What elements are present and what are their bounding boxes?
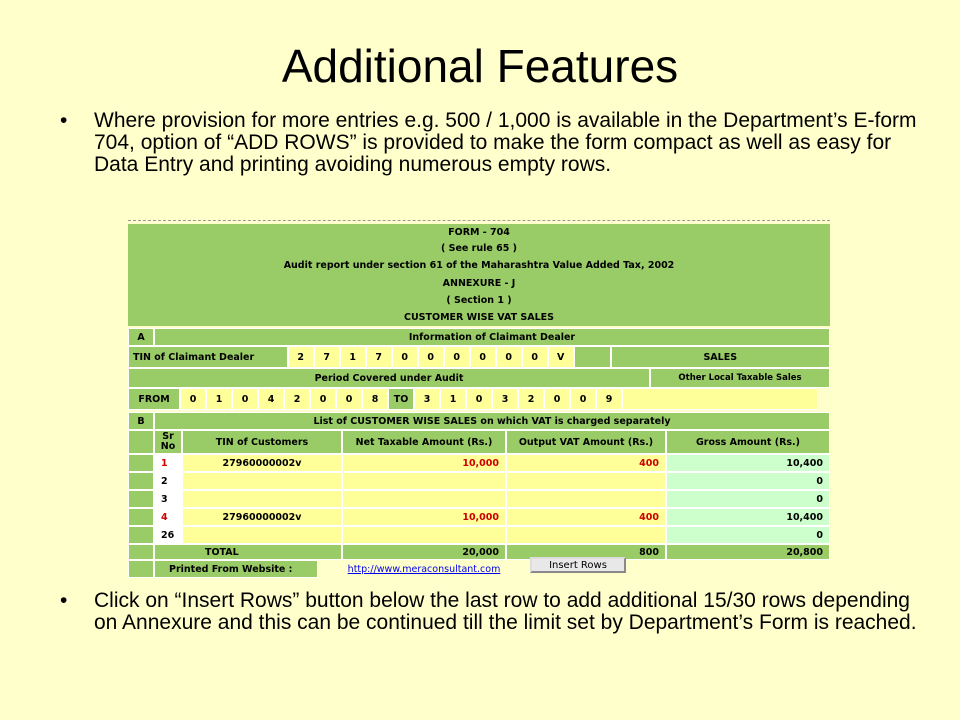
row-sr: 4 [154, 508, 182, 526]
row-gross: 10,400 [666, 508, 830, 526]
row-net-input[interactable]: 10,000 [342, 508, 506, 526]
to-digit-box[interactable]: 3 [492, 388, 518, 410]
insert-rows-button[interactable]: Insert Rows [530, 557, 626, 573]
tin-digit-box[interactable]: 7 [366, 346, 392, 368]
tin-digit-box[interactable]: V [548, 346, 574, 368]
form-title: FORM - 704 [128, 224, 830, 240]
to-digits [414, 388, 622, 410]
row-tin-input[interactable]: 27960000002v [182, 454, 342, 472]
form-heading: CUSTOMER WISE VAT SALES [128, 308, 830, 326]
col-sr-line2: No [160, 441, 176, 452]
divider [128, 220, 830, 221]
row-spacer [128, 508, 154, 526]
from-digit-box[interactable]: 0 [310, 388, 336, 410]
section-b-title: List of CUSTOMER WISE SALES on which VAT is charged separately [154, 412, 830, 430]
row-spacer [128, 526, 154, 544]
from-digit-box[interactable]: 8 [362, 388, 388, 410]
row-net-input[interactable] [342, 490, 506, 508]
bullet-dot: • [60, 109, 68, 132]
tin-digit-box[interactable]: 0 [522, 346, 548, 368]
row-sr: 3 [154, 490, 182, 508]
row-spacer [128, 454, 154, 472]
section-a-letter: A [128, 328, 154, 346]
table-row [128, 526, 830, 544]
period-row [128, 368, 830, 388]
to-digit-box[interactable]: 3 [414, 388, 440, 410]
row-spacer [128, 490, 154, 508]
tin-digit-box[interactable]: 0 [392, 346, 418, 368]
total-vat: 800 [506, 544, 666, 560]
tin-digit-box[interactable]: 2 [288, 346, 314, 368]
from-digit-box[interactable]: 2 [284, 388, 310, 410]
col-sr-line1: Sr [162, 431, 174, 442]
row-vat-input[interactable] [506, 526, 666, 544]
row-net-input[interactable]: 10,000 [342, 454, 506, 472]
tin-spacer [574, 346, 611, 368]
col-spacer [128, 430, 154, 454]
website-link-wrap [318, 560, 530, 578]
sales-label: SALES [611, 346, 830, 368]
to-digit-box[interactable]: 0 [570, 388, 596, 410]
from-digit-box[interactable]: 0 [232, 388, 258, 410]
to-digit-box[interactable]: 9 [596, 388, 622, 410]
table-row [128, 490, 830, 508]
row-gross: 10,400 [666, 454, 830, 472]
col-vat: Output VAT Amount (Rs.) [506, 430, 666, 454]
row-gross: 0 [666, 472, 830, 490]
row-vat-input[interactable] [506, 472, 666, 490]
slide-title: Additional Features [281, 40, 679, 92]
bullet-1-text: Where provision for more entries e.g. 500 / 1,000 is available in the Department’s E-form 704, option of “ADD ROWS” is provided to make the form compact as well as easy for Data Entry and printing avoiding numerous empty rows. [94, 109, 917, 176]
tin-digit-box[interactable]: 1 [340, 346, 366, 368]
row-net-input[interactable] [342, 526, 506, 544]
to-digit-box[interactable]: 0 [544, 388, 570, 410]
row-tin-input[interactable] [182, 472, 342, 490]
tin-digit-box[interactable]: 0 [496, 346, 522, 368]
table-row [128, 454, 830, 472]
row-gross: 0 [666, 526, 830, 544]
from-digit-box[interactable]: 0 [180, 388, 206, 410]
form-section: ( Section 1 ) [128, 292, 830, 308]
total-spacer [128, 544, 154, 560]
form-subtitle: Audit report under section 61 of the Maharashtra Value Added Tax, 2002 [128, 256, 830, 274]
col-net: Net Taxable Amount (Rs.) [342, 430, 506, 454]
section-b-row [128, 412, 830, 430]
row-net-input[interactable] [342, 472, 506, 490]
to-digit-box[interactable]: 2 [518, 388, 544, 410]
total-label: TOTAL [154, 544, 342, 560]
row-vat-input[interactable] [506, 490, 666, 508]
tin-digit-box[interactable]: 0 [470, 346, 496, 368]
from-to-row [128, 388, 830, 410]
bullet-dot: • [60, 589, 68, 612]
row-sr: 26 [154, 526, 182, 544]
website-link[interactable]: http://www.meraconsultant.com [347, 563, 501, 575]
from-digit-box[interactable]: 4 [258, 388, 284, 410]
row-vat-input[interactable]: 400 [506, 508, 666, 526]
bullet-1 [60, 110, 920, 176]
form-annexure: ANNEXURE - J [128, 274, 830, 292]
row-vat-input[interactable]: 400 [506, 454, 666, 472]
total-gross: 20,800 [666, 544, 830, 560]
row-tin-input[interactable] [182, 490, 342, 508]
tin-label: TIN of Claimant Dealer [128, 346, 288, 368]
from-digit-box[interactable]: 1 [206, 388, 232, 410]
section-b-letter: B [128, 412, 154, 430]
to-label: TO [388, 388, 414, 410]
table-row [128, 508, 830, 526]
total-net: 20,000 [342, 544, 506, 560]
row-sr: 1 [154, 454, 182, 472]
column-header-row [128, 430, 830, 454]
col-tin: TIN of Customers [182, 430, 342, 454]
bullet-2 [60, 590, 920, 634]
row-spacer [128, 472, 154, 490]
footer-row [128, 560, 830, 578]
tin-digits [288, 346, 574, 368]
from-digits [180, 388, 388, 410]
tin-row [128, 346, 830, 368]
row-sr: 2 [154, 472, 182, 490]
printed-label: Printed From Website : [154, 560, 318, 578]
table-row [128, 472, 830, 490]
section-a-title: Information of Claimant Dealer [154, 328, 830, 346]
col-sr [154, 430, 182, 454]
tin-digit-box[interactable]: 7 [314, 346, 340, 368]
row-tin-input[interactable]: 27960000002v [182, 508, 342, 526]
from-label: FROM [128, 388, 180, 410]
form-704-screenshot [128, 224, 830, 575]
total-row [128, 544, 830, 560]
period-label: Period Covered under Audit [128, 368, 650, 388]
bullet-2-text: Click on “Insert Rows” button below the last row to add additional 15/30 rows depending on Annexure and this can be continued till the limit set by Department’s Form is reached. [94, 589, 917, 634]
other-sales-label: Other Local Taxable Sales [650, 368, 830, 388]
to-digit-box[interactable]: 0 [466, 388, 492, 410]
from-digit-box[interactable]: 0 [336, 388, 362, 410]
col-gross: Gross Amount (Rs.) [666, 430, 830, 454]
tin-digit-box[interactable]: 0 [444, 346, 470, 368]
row-gross: 0 [666, 490, 830, 508]
row-tin-input[interactable] [182, 526, 342, 544]
to-digit-box[interactable]: 1 [440, 388, 466, 410]
footer-spacer [128, 560, 154, 578]
section-a-row [128, 328, 830, 346]
other-sales-input[interactable] [622, 388, 818, 410]
form-rule: ( See rule 65 ) [128, 240, 830, 256]
tin-digit-box[interactable]: 0 [418, 346, 444, 368]
